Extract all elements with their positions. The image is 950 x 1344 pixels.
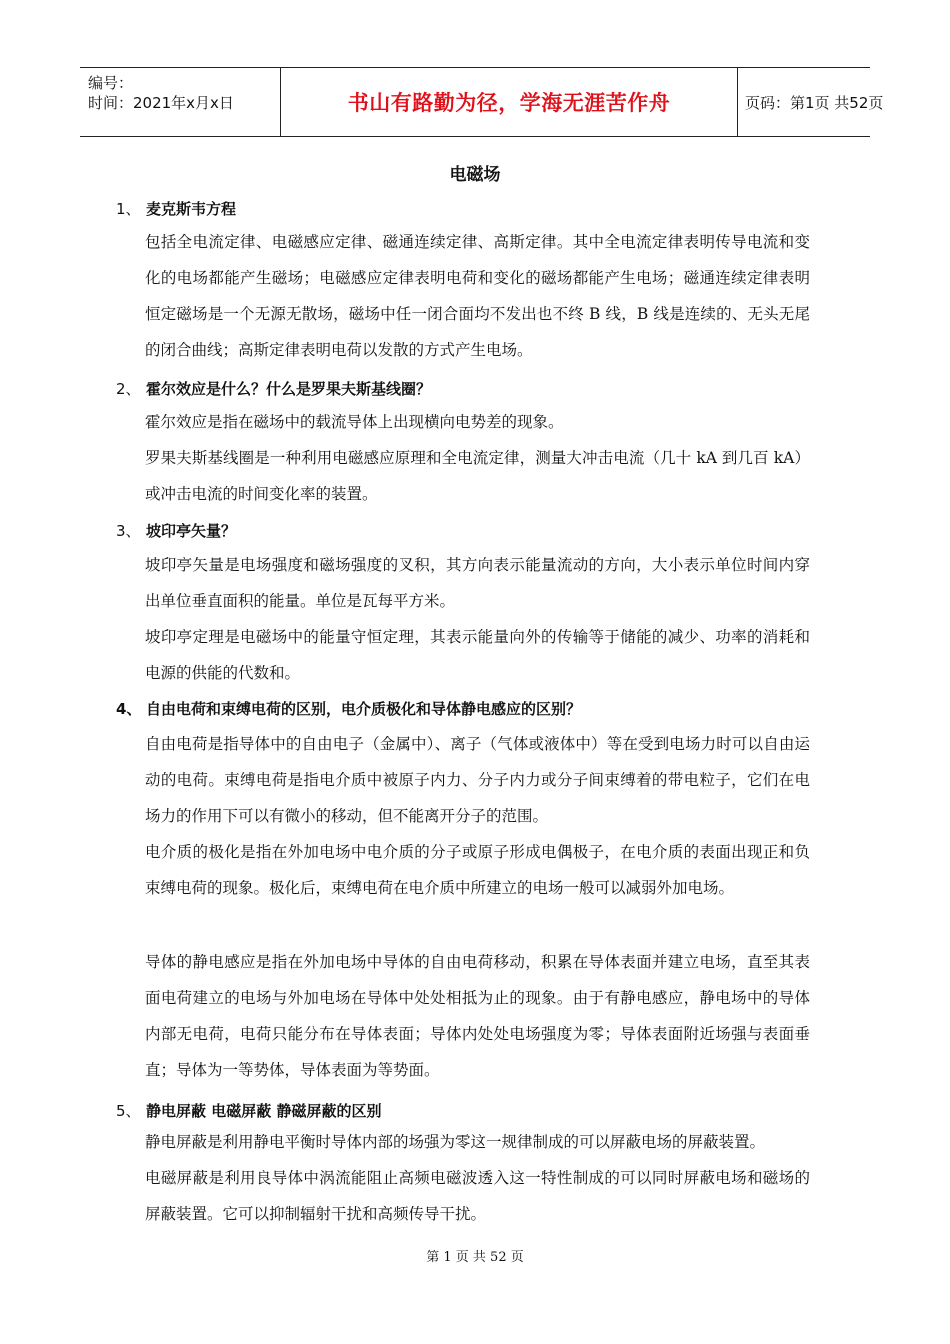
paragraph: 静电屏蔽是利用静电平衡时导体内部的场强为零这一规律制成的可以屏蔽电场的屏蔽装置。: [145, 1133, 766, 1151]
section-heading-4: [116, 698, 581, 719]
section-heading-5: [116, 1100, 381, 1121]
paragraph: 电介质的极化是指在外加电场中电介质的分子或原子形成电偶极子，在电介质的表面出现正和负束缚电荷的现象。极化后，束缚电荷在电介质中所建立的电场一般可以减弱外加电场。: [145, 843, 810, 897]
section-number: 2、: [116, 380, 141, 398]
header-page-cell: [737, 68, 884, 136]
motto: 书山有路勤为径，学海无涯苦作舟: [347, 91, 671, 115]
paragraph: 自由电荷是指导体中的自由电子（金属中）、离子（气体或液体中）等在受到电场力时可以自由运动的电荷。束缚电荷是指电介质中被原子内力、分子内力或分子间束缚着的带电粒子，它们在电场力的作用下可以有微小的移动，但不能离开分子的范围。: [145, 735, 810, 825]
section-title: 麦克斯韦方程: [146, 200, 237, 218]
section-number: 3、: [116, 522, 141, 540]
paragraph: 罗果夫斯基线圈是一种利用电磁感应原理和全电流定律，测量大冲击电流（几十 kA 到几百 kA）或冲击电流的时间变化率的装置。: [145, 449, 810, 503]
section-heading-3: [116, 520, 236, 541]
section-number: 5、: [116, 1102, 141, 1120]
section-title: 自由电荷和束缚电荷的区别，电介质极化和导体静电感应的区别？: [146, 700, 582, 718]
paragraph: 包括全电流定律、电磁感应定律、磁通连续定律、高斯定律。其中全电流定律表明传导电流和变化的电场都能产生磁场；电磁感应定律表明电荷和变化的磁场都能产生电场；磁通连续定律表明恒定磁场是一个无源无散场，磁场中任一闭合面均不发出也不终 B 线，B 线是连续的、无头无尾的闭合曲线；高斯定律表明电荷以发散的方式产生电场。: [145, 233, 810, 359]
code-label: 编号：: [88, 74, 134, 92]
section-title: 坡印亭矢量？: [146, 522, 237, 540]
paragraph: 坡印亭矢量是电场强度和磁场强度的叉积，其方向表示能量流动的方向，大小表示单位时间内穿出单位垂直面积的能量。单位是瓦每平方米。: [145, 556, 810, 610]
header-motto-cell: [280, 68, 738, 136]
paragraph: 坡印亭定理是电磁场中的能量守恒定理，其表示能量向外的传输等于储能的减少、功率的消耗和电源的供能的代数和。: [145, 628, 810, 682]
paragraph: 电磁屏蔽是利用良导体中涡流能阻止高频电磁波透入这一特性制成的可以同时屏蔽电场和磁场的屏蔽装置。它可以抑制辐射干扰和高频传导干扰。: [145, 1169, 810, 1223]
section-heading-1: [116, 198, 236, 219]
page-footer: 第 1 页 共 52 页: [426, 1250, 524, 1265]
section-number: 4、: [116, 700, 142, 718]
date-label: 时间：2021年x月x日: [88, 94, 234, 112]
header-meta: [80, 68, 280, 136]
paragraph: 霍尔效应是指在磁场中的载流导体上出现横向电势差的现象。: [145, 413, 564, 431]
section-number: 1、: [116, 200, 141, 218]
paragraph: 导体的静电感应是指在外加电场中导体的自由电荷移动，积累在导体表面并建立电场，直至其表面电荷建立的电场与外加电场在导体中处处相抵为止的现象。由于有静电感应，静电场中的导体内部无电荷，电荷只能分布在导体表面；导体内处处电场强度为零；导体表面附近场强与表面垂直；导体为一等势体，导体表面为等势面。: [145, 953, 810, 1079]
document-title: 电磁场: [449, 165, 501, 185]
section-title: 霍尔效应是什么？什么是罗果夫斯基线圈？: [146, 380, 432, 398]
page-code: 页码：第1页 共52页: [745, 93, 884, 112]
page-header: [80, 67, 884, 137]
section-title: 静电屏蔽 电磁屏蔽 静磁屏蔽的区别: [146, 1102, 382, 1120]
section-heading-2: [116, 378, 431, 399]
